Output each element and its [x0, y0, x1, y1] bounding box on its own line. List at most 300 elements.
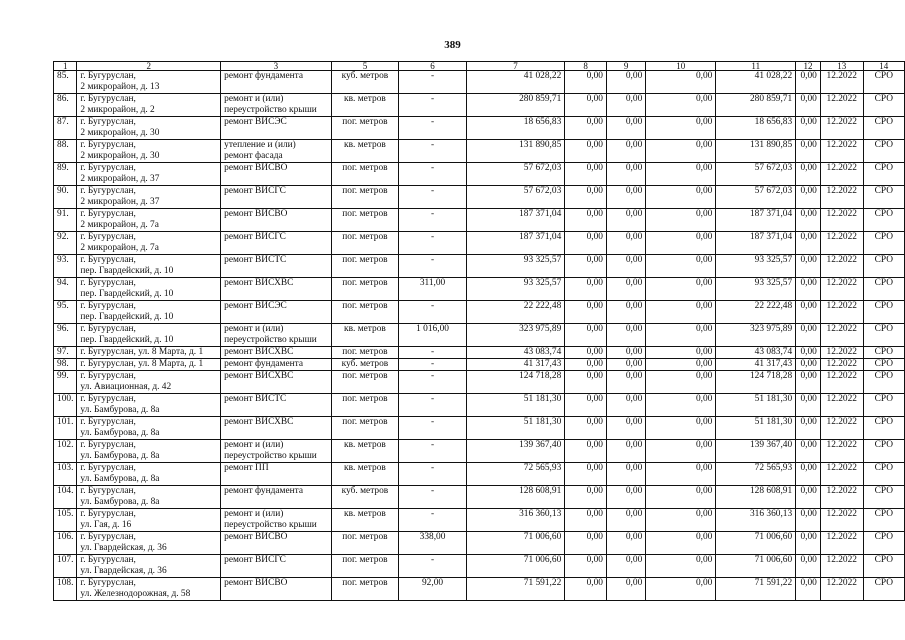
cell-col11: 316 360,13 [716, 509, 796, 532]
cell-work-type-line2: переустройство крыши [224, 105, 317, 115]
cell-work-type-line1: ремонт ВИСТС [224, 394, 287, 404]
cell-col10: 0,00 [646, 417, 716, 440]
cell-date: 12.2022 [820, 301, 863, 324]
cell-col8: 0,00 [565, 324, 607, 347]
cell-quantity: - [399, 94, 467, 117]
cell-unit: куб. метров [331, 71, 399, 94]
table-row [54, 463, 905, 486]
cell-col12: 0,00 [796, 94, 821, 117]
cell-col11: 18 656,83 [716, 117, 796, 140]
cell-col9: 0,00 [606, 301, 645, 324]
table-row [54, 140, 905, 163]
column-header: 12 [796, 62, 821, 71]
cell-date: 12.2022 [820, 163, 863, 186]
cell-source: СРО [863, 509, 904, 532]
cell-date: 12.2022 [820, 94, 863, 117]
cell-source: СРО [863, 324, 904, 347]
cell-address [77, 486, 221, 509]
cell-date: 12.2022 [820, 140, 863, 163]
cell-total-cost: 71 006,60 [466, 532, 564, 555]
cell-work-type-line1: ремонт и (или) [224, 324, 284, 334]
cell-work-type-line1: ремонт ВИСГС [224, 186, 286, 196]
cell-address-line1: г. Бугуруслан, [80, 209, 136, 219]
cell-unit: пог. метров [331, 555, 399, 578]
cell-work-type [221, 371, 331, 394]
cell-col11: 51 181,30 [716, 417, 796, 440]
cell-date: 12.2022 [820, 371, 863, 394]
cell-quantity: - [399, 417, 467, 440]
cell-col10: 0,00 [646, 486, 716, 509]
cell-col12: 0,00 [796, 278, 821, 301]
cell-work-type [221, 578, 331, 601]
cell-col11: 57 672,03 [716, 186, 796, 209]
cell-work-type-line2: ремонт фасада [224, 151, 283, 161]
cell-source: СРО [863, 532, 904, 555]
cell-row-number: 86. [54, 94, 77, 117]
cell-address-line1: г. Бугуруслан, [80, 532, 136, 542]
cell-address-line2: 2 микрорайон, д. 13 [80, 82, 160, 92]
cell-col8: 0,00 [565, 140, 607, 163]
cell-col9: 0,00 [606, 578, 645, 601]
column-header: 14 [863, 62, 904, 71]
table-row [54, 417, 905, 440]
cell-total-cost: 139 367,40 [466, 440, 564, 463]
cell-col10: 0,00 [646, 532, 716, 555]
cell-unit: пог. метров [331, 278, 399, 301]
cell-row-number: 100. [54, 394, 77, 417]
cell-col10: 0,00 [646, 117, 716, 140]
cell-unit: пог. метров [331, 117, 399, 140]
cell-col12: 0,00 [796, 255, 821, 278]
cell-address-line2: ул. Авиационная, д. 42 [80, 382, 172, 392]
cell-quantity: - [399, 347, 467, 359]
cell-work-type-line1: утепление и (или) [224, 140, 296, 150]
cell-address-line2: ул. Бамбурова, д. 8а [80, 474, 160, 484]
cell-unit: пог. метров [331, 578, 399, 601]
cell-address [77, 417, 221, 440]
cell-total-cost: 323 975,89 [466, 324, 564, 347]
cell-total-cost: 72 565,93 [466, 463, 564, 486]
cell-total-cost: 131 890,85 [466, 140, 564, 163]
cell-work-type-line1: ремонт ВИСВО [224, 163, 288, 173]
cell-col9: 0,00 [606, 463, 645, 486]
cell-address-line1: г. Бугуруслан, [80, 94, 136, 104]
cell-col9: 0,00 [606, 359, 645, 371]
cell-work-type-line1: ремонт ВИСХВС [224, 347, 294, 357]
cell-col11: 57 672,03 [716, 163, 796, 186]
cell-work-type-line1: ремонт ВИСГС [224, 232, 286, 242]
cell-quantity: 1 016,00 [399, 324, 467, 347]
cell-date: 12.2022 [820, 71, 863, 94]
cell-col12: 0,00 [796, 578, 821, 601]
cell-col9: 0,00 [606, 394, 645, 417]
cell-work-type-line1: ремонт ВИСТС [224, 255, 287, 265]
cell-col11: 187 371,04 [716, 232, 796, 255]
cell-col9: 0,00 [606, 555, 645, 578]
column-header: 5 [331, 62, 399, 71]
cell-quantity: - [399, 486, 467, 509]
cell-date: 12.2022 [820, 255, 863, 278]
cell-address [77, 578, 221, 601]
cell-address-line1: г. Бугуруслан, [80, 71, 136, 81]
cell-col9: 0,00 [606, 371, 645, 394]
cell-address-line2: 2 микрорайон, д. 30 [80, 151, 160, 161]
column-header: 3 [221, 62, 331, 71]
cell-date: 12.2022 [820, 509, 863, 532]
cell-col11: 72 565,93 [716, 463, 796, 486]
cell-work-type [221, 94, 331, 117]
cell-col9: 0,00 [606, 278, 645, 301]
cell-row-number: 94. [54, 278, 77, 301]
cell-col10: 0,00 [646, 394, 716, 417]
cell-quantity: - [399, 163, 467, 186]
cell-date: 12.2022 [820, 532, 863, 555]
cell-row-number: 89. [54, 163, 77, 186]
cell-address-line1: г. Бугуруслан, [80, 509, 136, 519]
cell-total-cost: 43 083,74 [466, 347, 564, 359]
cell-work-type [221, 140, 331, 163]
cell-work-type-line2: переустройство крыши [224, 335, 317, 345]
cell-address-line1: г. Бугуруслан, [80, 255, 136, 265]
cell-address [77, 301, 221, 324]
cell-col10: 0,00 [646, 371, 716, 394]
cell-row-number: 107. [54, 555, 77, 578]
table-row [54, 347, 905, 359]
cell-source: СРО [863, 417, 904, 440]
cell-unit: кв. метров [331, 463, 399, 486]
cell-row-number: 105. [54, 509, 77, 532]
cell-date: 12.2022 [820, 463, 863, 486]
cell-work-type-line1: ремонт и (или) [224, 94, 284, 104]
cell-row-number: 104. [54, 486, 77, 509]
table-row [54, 301, 905, 324]
cell-col11: 41 317,43 [716, 359, 796, 371]
cell-address [77, 394, 221, 417]
cell-row-number: 99. [54, 371, 77, 394]
cell-source: СРО [863, 440, 904, 463]
cell-col11: 22 222,48 [716, 301, 796, 324]
cell-unit: кв. метров [331, 324, 399, 347]
cell-row-number: 97. [54, 347, 77, 359]
column-header: 11 [716, 62, 796, 71]
cell-col9: 0,00 [606, 532, 645, 555]
cell-source: СРО [863, 163, 904, 186]
cell-unit: пог. метров [331, 255, 399, 278]
cell-col9: 0,00 [606, 163, 645, 186]
cell-source: СРО [863, 463, 904, 486]
cell-source: СРО [863, 555, 904, 578]
cell-quantity: - [399, 463, 467, 486]
cell-total-cost: 22 222,48 [466, 301, 564, 324]
cell-total-cost: 71 591,22 [466, 578, 564, 601]
cell-row-number: 96. [54, 324, 77, 347]
cell-col9: 0,00 [606, 255, 645, 278]
cell-total-cost: 280 859,71 [466, 94, 564, 117]
cell-col8: 0,00 [565, 555, 607, 578]
cell-work-type-line1: ремонт ВИСЭС [224, 301, 287, 311]
cell-quantity: - [399, 301, 467, 324]
cell-col12: 0,00 [796, 509, 821, 532]
cell-source: СРО [863, 209, 904, 232]
cell-work-type [221, 71, 331, 94]
cell-source: СРО [863, 394, 904, 417]
cell-unit: пог. метров [331, 301, 399, 324]
cell-address-line2: 2 микрорайон, д. 37 [80, 174, 160, 184]
cell-work-type [221, 463, 331, 486]
cell-total-cost: 41 317,43 [466, 359, 564, 371]
column-header: 13 [820, 62, 863, 71]
cell-total-cost: 57 672,03 [466, 186, 564, 209]
cell-quantity: - [399, 440, 467, 463]
cell-quantity: - [399, 359, 467, 371]
table-row [54, 359, 905, 371]
cell-col8: 0,00 [565, 578, 607, 601]
column-header: 9 [606, 62, 645, 71]
cell-address-line2: 2 микрорайон, д. 7а [80, 220, 159, 230]
cell-col10: 0,00 [646, 71, 716, 94]
cell-work-type-line1: ремонт ВИСЭС [224, 117, 287, 127]
cell-address [77, 163, 221, 186]
cell-work-type [221, 255, 331, 278]
cell-work-type-line2: переустройство крыши [224, 451, 317, 461]
cell-work-type [221, 209, 331, 232]
cell-date: 12.2022 [820, 359, 863, 371]
cell-col8: 0,00 [565, 532, 607, 555]
column-header: 6 [399, 62, 467, 71]
column-header: 2 [77, 62, 221, 71]
cell-col8: 0,00 [565, 347, 607, 359]
cell-col8: 0,00 [565, 71, 607, 94]
cell-col11: 131 890,85 [716, 140, 796, 163]
cell-col12: 0,00 [796, 209, 821, 232]
table-row [54, 163, 905, 186]
cell-work-type [221, 232, 331, 255]
cell-unit: пог. метров [331, 163, 399, 186]
table-row [54, 440, 905, 463]
cell-col10: 0,00 [646, 463, 716, 486]
cell-date: 12.2022 [820, 324, 863, 347]
cell-address-line1: г. Бугуруслан, ул. 8 Марта, д. 1 [80, 347, 204, 357]
cell-date: 12.2022 [820, 209, 863, 232]
cell-work-type [221, 486, 331, 509]
cell-address-line1: г. Бугуруслан, [80, 278, 136, 288]
cell-work-type-line1: ремонт ВИСВО [224, 578, 288, 588]
table-row [54, 186, 905, 209]
cell-col11: 71 006,60 [716, 555, 796, 578]
table-body [54, 62, 905, 601]
cell-unit: пог. метров [331, 347, 399, 359]
cell-address [77, 555, 221, 578]
cell-col9: 0,00 [606, 71, 645, 94]
table-row [54, 578, 905, 601]
cell-col9: 0,00 [606, 117, 645, 140]
cell-source: СРО [863, 371, 904, 394]
cell-total-cost: 187 371,04 [466, 232, 564, 255]
cell-row-number: 87. [54, 117, 77, 140]
cell-col9: 0,00 [606, 94, 645, 117]
cell-quantity: 338,00 [399, 532, 467, 555]
cell-col12: 0,00 [796, 440, 821, 463]
cell-col10: 0,00 [646, 255, 716, 278]
cell-total-cost: 57 672,03 [466, 163, 564, 186]
cell-address [77, 117, 221, 140]
cell-work-type-line1: ремонт ПП [224, 463, 269, 473]
cell-work-type-line1: ремонт ВИСВО [224, 532, 288, 542]
cell-quantity: - [399, 71, 467, 94]
cell-col12: 0,00 [796, 486, 821, 509]
cell-work-type [221, 117, 331, 140]
cell-address [77, 371, 221, 394]
cell-work-type [221, 163, 331, 186]
cell-quantity: - [399, 209, 467, 232]
cell-col10: 0,00 [646, 94, 716, 117]
table-row [54, 532, 905, 555]
cell-address-line1: г. Бугуруслан, [80, 440, 136, 450]
table-row [54, 324, 905, 347]
cell-unit: пог. метров [331, 394, 399, 417]
cell-work-type [221, 278, 331, 301]
cell-source: СРО [863, 347, 904, 359]
cell-address-line2: ул. Бамбурова, д. 8а [80, 451, 160, 461]
cell-address-line2: пер. Гвардейский, д. 10 [80, 266, 174, 276]
cell-total-cost: 187 371,04 [466, 209, 564, 232]
cell-source: СРО [863, 71, 904, 94]
cell-unit: кв. метров [331, 509, 399, 532]
cell-unit: пог. метров [331, 209, 399, 232]
cell-col12: 0,00 [796, 324, 821, 347]
cell-work-type-line1: ремонт и (или) [224, 509, 284, 519]
cell-total-cost: 93 325,57 [466, 278, 564, 301]
cell-date: 12.2022 [820, 555, 863, 578]
cell-col11: 41 028,22 [716, 71, 796, 94]
table-row [54, 555, 905, 578]
table-row [54, 94, 905, 117]
cell-col10: 0,00 [646, 186, 716, 209]
cell-col12: 0,00 [796, 371, 821, 394]
cell-address-line1: г. Бугуруслан, [80, 555, 136, 565]
cell-address [77, 140, 221, 163]
cell-address-line2: ул. Бамбурова, д. 8а [80, 405, 160, 415]
column-header: 7 [466, 62, 564, 71]
cell-col9: 0,00 [606, 209, 645, 232]
table-row [54, 117, 905, 140]
cell-work-type [221, 555, 331, 578]
cell-unit: пог. метров [331, 417, 399, 440]
cell-address-line2: ул. Гвардейская, д. 36 [80, 566, 167, 576]
cell-col8: 0,00 [565, 509, 607, 532]
cell-col10: 0,00 [646, 555, 716, 578]
cell-work-type [221, 394, 331, 417]
cell-work-type-line1: ремонт ВИСВО [224, 209, 288, 219]
cell-col12: 0,00 [796, 347, 821, 359]
cell-work-type-line1: ремонт фундамента [224, 359, 304, 369]
cell-work-type-line1: ремонт и (или) [224, 440, 284, 450]
cell-col8: 0,00 [565, 359, 607, 371]
cell-col8: 0,00 [565, 278, 607, 301]
cell-address-line2: пер. Гвардейский, д. 10 [80, 312, 174, 322]
cell-unit: кв. метров [331, 140, 399, 163]
cell-date: 12.2022 [820, 347, 863, 359]
cell-col12: 0,00 [796, 71, 821, 94]
cell-col12: 0,00 [796, 555, 821, 578]
cell-address [77, 463, 221, 486]
table-row [54, 255, 905, 278]
cell-total-cost: 128 608,91 [466, 486, 564, 509]
cell-date: 12.2022 [820, 278, 863, 301]
cell-unit: кв. метров [331, 94, 399, 117]
cell-date: 12.2022 [820, 486, 863, 509]
cell-col10: 0,00 [646, 278, 716, 301]
works-table [53, 61, 905, 601]
cell-row-number: 85. [54, 71, 77, 94]
cell-source: СРО [863, 140, 904, 163]
cell-unit: куб. метров [331, 486, 399, 509]
cell-address [77, 278, 221, 301]
cell-col12: 0,00 [796, 417, 821, 440]
cell-col12: 0,00 [796, 163, 821, 186]
cell-col8: 0,00 [565, 463, 607, 486]
cell-col10: 0,00 [646, 440, 716, 463]
cell-row-number: 95. [54, 301, 77, 324]
cell-col12: 0,00 [796, 463, 821, 486]
cell-work-type [221, 301, 331, 324]
cell-work-type-line1: ремонт ВИСГС [224, 555, 286, 565]
cell-col12: 0,00 [796, 301, 821, 324]
cell-work-type-line1: ремонт фундамента [224, 486, 304, 496]
cell-address-line2: ул. Железнодорожная, д. 58 [80, 589, 191, 599]
cell-col11: 71 591,22 [716, 578, 796, 601]
cell-row-number: 101. [54, 417, 77, 440]
cell-address-line2: пер. Гвардейский, д. 10 [80, 289, 174, 299]
cell-col11: 43 083,74 [716, 347, 796, 359]
cell-quantity: - [399, 186, 467, 209]
cell-col8: 0,00 [565, 186, 607, 209]
cell-col9: 0,00 [606, 140, 645, 163]
cell-source: СРО [863, 278, 904, 301]
cell-address [77, 255, 221, 278]
cell-col8: 0,00 [565, 394, 607, 417]
cell-work-type-line1: ремонт ВИСХВС [224, 417, 294, 427]
cell-address-line1: г. Бугуруслан, [80, 140, 136, 150]
cell-work-type [221, 440, 331, 463]
cell-address-line1: г. Бугуруслан, [80, 486, 136, 496]
cell-address-line1: г. Бугуруслан, [80, 371, 136, 381]
cell-row-number: 92. [54, 232, 77, 255]
cell-total-cost: 71 006,60 [466, 555, 564, 578]
cell-work-type-line2: переустройство крыши [224, 520, 317, 530]
cell-source: СРО [863, 186, 904, 209]
cell-quantity: - [399, 371, 467, 394]
cell-row-number: 102. [54, 440, 77, 463]
cell-address [77, 324, 221, 347]
table-row [54, 71, 905, 94]
cell-col11: 139 367,40 [716, 440, 796, 463]
table-row [54, 232, 905, 255]
cell-col10: 0,00 [646, 509, 716, 532]
cell-col8: 0,00 [565, 117, 607, 140]
cell-address-line2: 2 микрорайон, д. 37 [80, 197, 160, 207]
cell-source: СРО [863, 301, 904, 324]
table-row [54, 371, 905, 394]
cell-col11: 323 975,89 [716, 324, 796, 347]
cell-col11: 51 181,30 [716, 394, 796, 417]
cell-col12: 0,00 [796, 394, 821, 417]
cell-col10: 0,00 [646, 232, 716, 255]
cell-col12: 0,00 [796, 232, 821, 255]
cell-col11: 93 325,57 [716, 278, 796, 301]
cell-unit: пог. метров [331, 532, 399, 555]
cell-col10: 0,00 [646, 324, 716, 347]
